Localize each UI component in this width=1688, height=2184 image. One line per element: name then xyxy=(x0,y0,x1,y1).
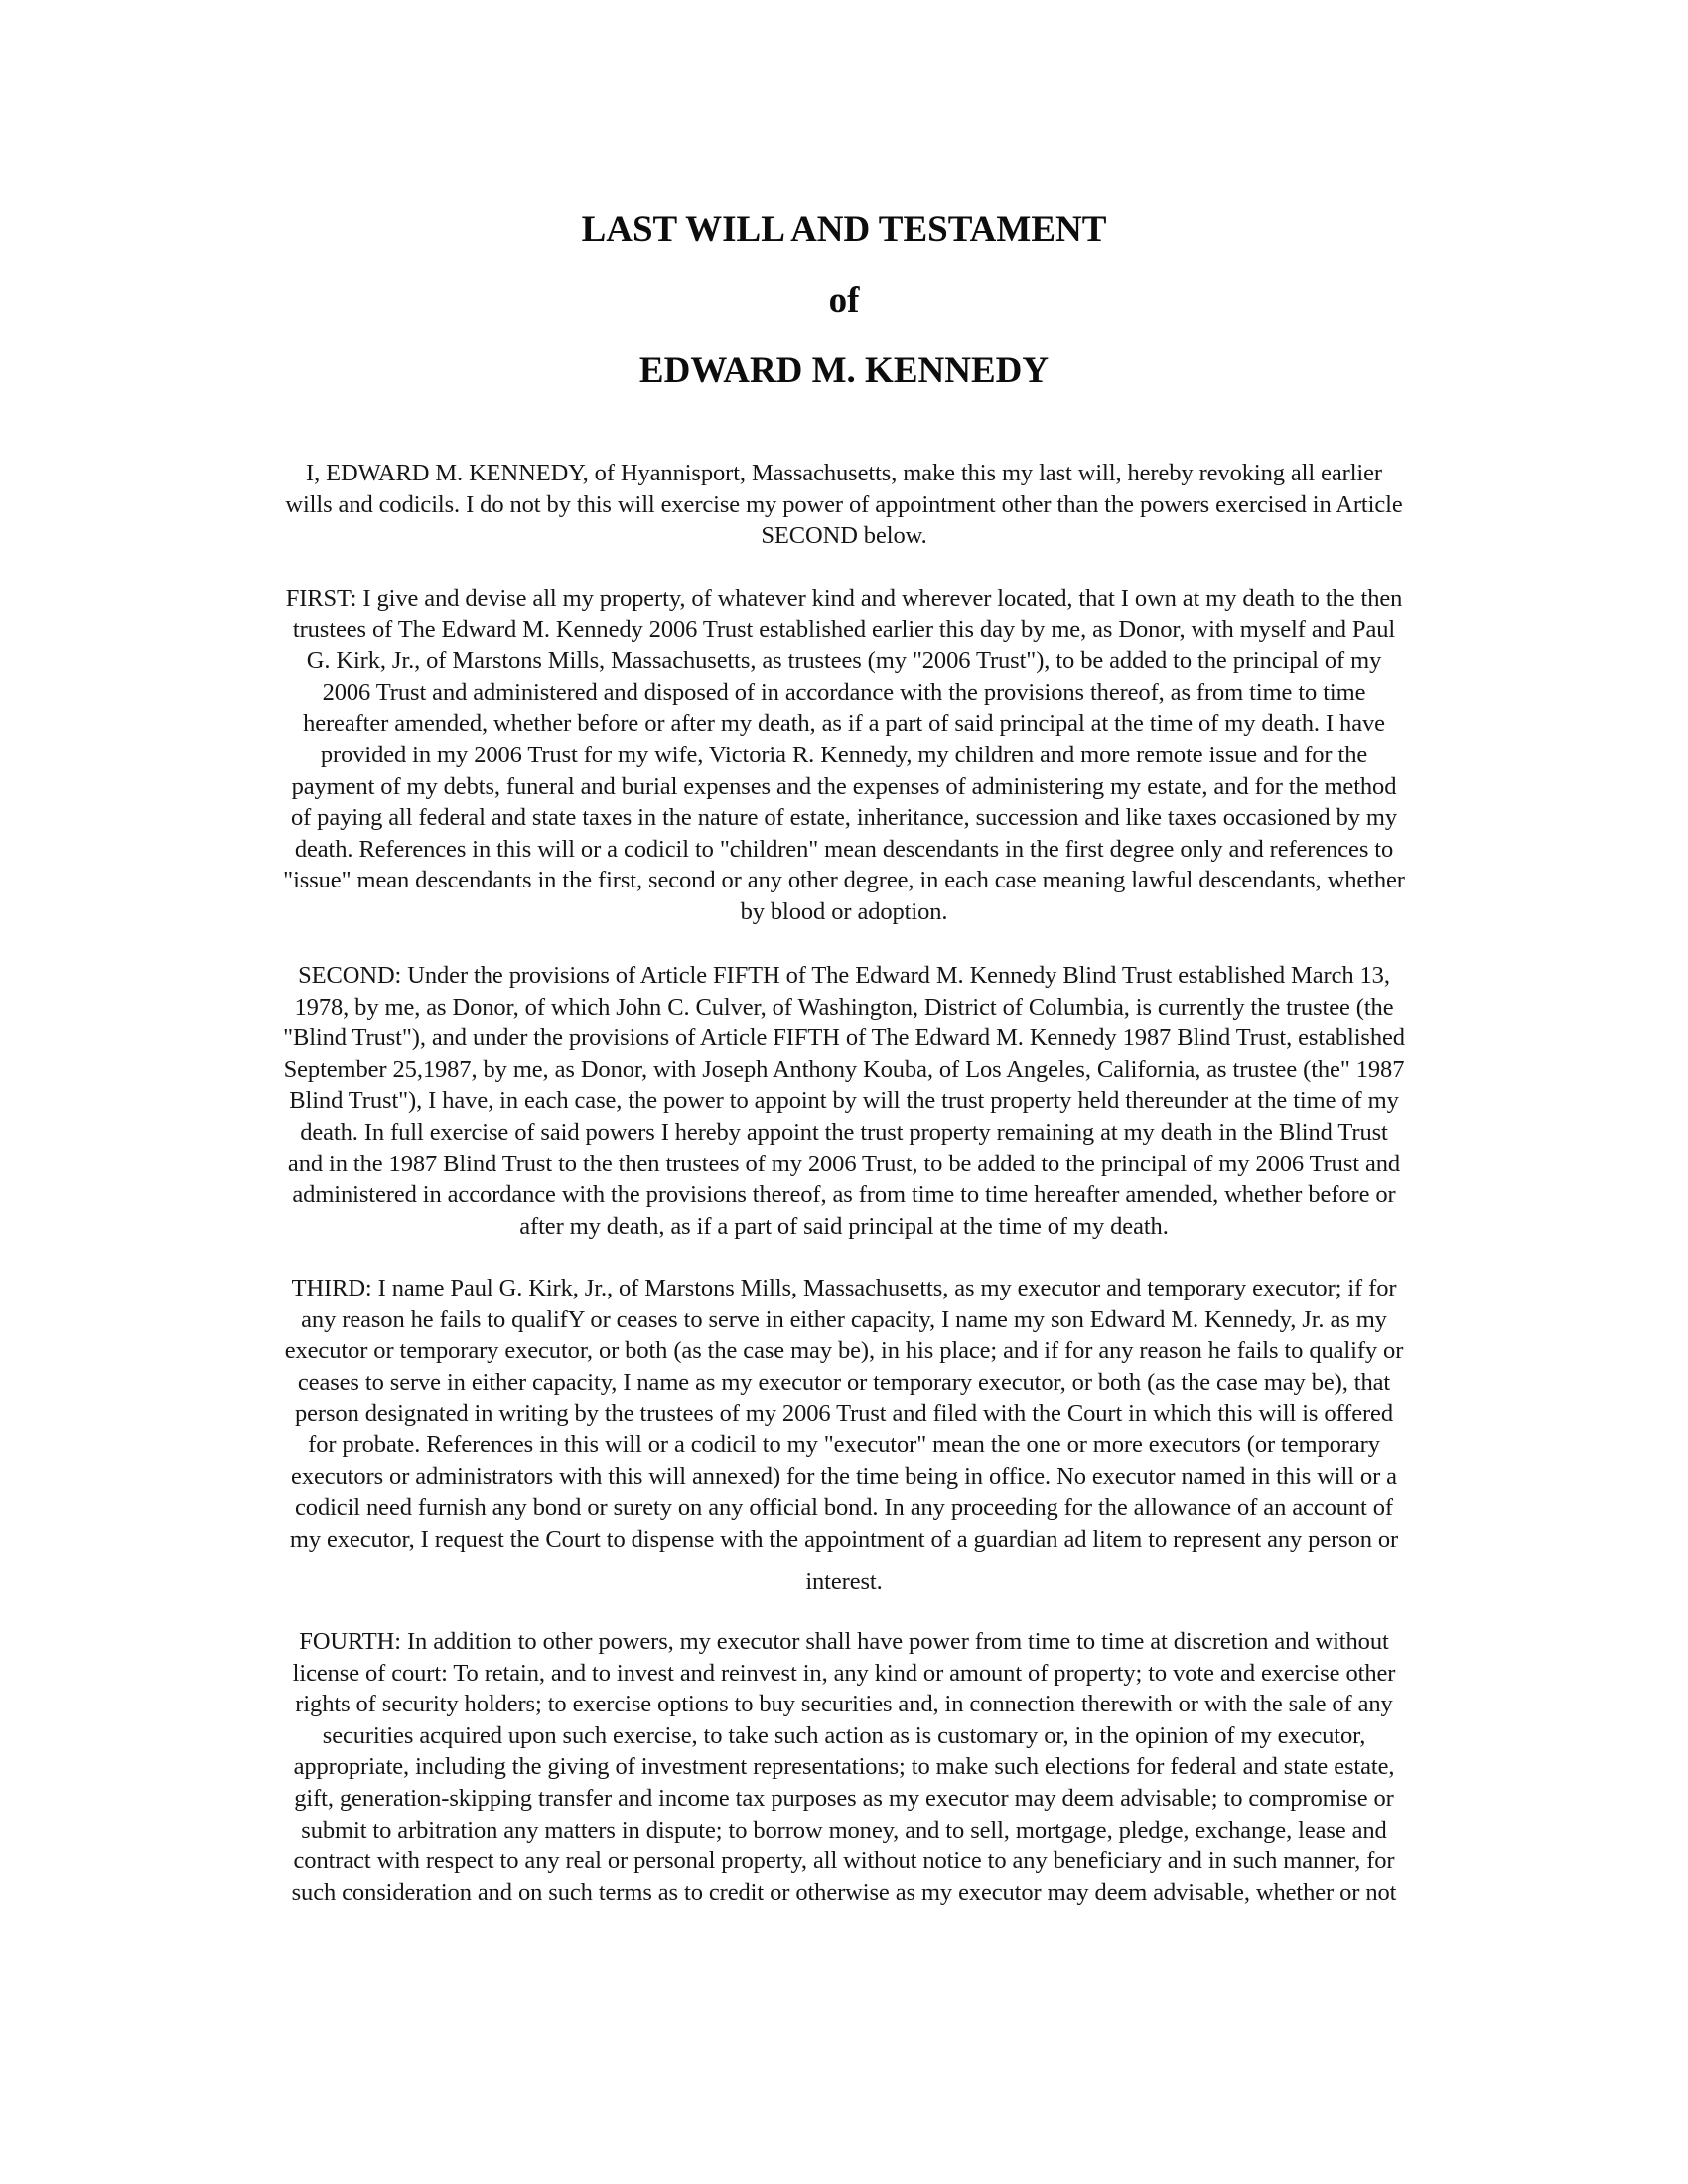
text-line: by blood or adoption. xyxy=(740,897,948,925)
text-line: of paying all federal and state taxes in the nature of estate, inheritance, succession and like taxes occasioned by my xyxy=(290,804,1398,832)
paragraph-second xyxy=(149,960,1539,1242)
text-line: death. In full exercise of said powers I hereby appoint the trust property remaining at my death in the Blind Trust xyxy=(300,1118,1388,1146)
text-line: FOURTH: In addition to other powers, my executor shall have power from time to time at discretion and without xyxy=(299,1628,1389,1655)
text-line: my executor, I request the Court to dispense with the appointment of a guardian ad litem to represent any person or xyxy=(289,1525,1399,1553)
testator-name-heading: EDWARD M. KENNEDY xyxy=(638,350,1050,391)
text-line: gift, generation-skipping transfer and income tax purposes as my executor may deem advisable; to compromise or xyxy=(294,1784,1394,1812)
text-line: "Blind Trust"), and under the provisions of Article FIFTH of The Edward M. Kennedy 1987 Blind Trust, established xyxy=(283,1024,1405,1052)
text-line: executors or administrators with this will annexed) for the time being in office. No executor named in this will or a xyxy=(291,1462,1397,1490)
text-line: payment of my debts, funeral and burial expenses and the expenses of administering my estate, and for the method xyxy=(291,772,1397,800)
text-line: submit to arbitration any matters in dispute; to borrow money, and to sell, mortgage, pledge, exchange, lease and xyxy=(301,1816,1387,1843)
text-line: I, EDWARD M. KENNEDY, of Hyannisport, Massachusetts, make this my last will, hereby revoking all earlier xyxy=(306,460,1382,486)
paragraph-fourth xyxy=(149,1626,1539,1908)
document-title-of: of xyxy=(828,280,860,321)
text-line: trustees of The Edward M. Kennedy 2006 Trust established earlier this day by me, as Donor, with myself and Paul xyxy=(292,615,1396,643)
text-line: ceases to serve in either capacity, I name as my executor or temporary executor, or both (as the case may be), that xyxy=(297,1368,1391,1396)
text-line: contract with respect to any real or personal property, all without notice to any beneficiary and in such manner, for xyxy=(293,1847,1395,1875)
text-line: Blind Trust"), I have, in each case, the power to appoint by will the trust property held thereunder at the time of my xyxy=(289,1087,1399,1115)
text-line: 2006 Trust and administered and disposed of in accordance with the provisions thereof, as from time to time xyxy=(322,678,1366,706)
text-line: September 25,1987, by me, as Donor, with Joseph Anthony Kouba, of Los Angeles, California, as trustee (the" 1987 xyxy=(283,1055,1405,1083)
paragraph-first xyxy=(149,583,1539,928)
text-line: hereafter amended, whether before or after my death, as if a part of said principal at the time of my death. I have xyxy=(303,710,1385,738)
text-line: person designated in writing by the trustees of my 2006 Trust and filed with the Court in which this will is offered xyxy=(295,1400,1393,1428)
text-line: interest. xyxy=(805,1569,883,1596)
text-line: after my death, as if a part of said principal at the time of my death. xyxy=(519,1212,1169,1240)
text-line: administered in accordance with the provisions thereof, as from time to time hereafter amended, whether before or xyxy=(292,1181,1396,1209)
document-title: LAST WILL AND TESTAMENT xyxy=(581,209,1107,250)
text-line: license of court: To retain, and to invest and reinvest in, any kind or amount of property; to vote and exercise other xyxy=(292,1659,1396,1687)
text-line: death. References in this will or a codicil to "children" mean descendants in the first degree only and references to xyxy=(294,835,1394,863)
text-line: any reason he fails to qualifY or ceases to serve in either capacity, I name my son Edward M. Kennedy, Jr. as my xyxy=(301,1305,1387,1333)
text-line: THIRD: I name Paul G. Kirk, Jr., of Marstons Mills, Massachusetts, as my executor and temporary executor; if for xyxy=(291,1275,1397,1301)
text-line: "issue" mean descendants in the first, second or any other degree, in each case meaning lawful descendants, whether xyxy=(283,867,1405,894)
text-line: such consideration and on such terms as to credit or otherwise as my executor may deem advisable, whether or not xyxy=(291,1878,1397,1906)
text-line: rights of security holders; to exercise options to buy securities and, in connection therewith or with the sale of any xyxy=(295,1691,1393,1718)
paragraph-preamble xyxy=(149,458,1539,552)
text-line: SECOND below. xyxy=(761,522,927,550)
text-line: G. Kirk, Jr., of Marstons Mills, Massachusetts, as trustees (my "2006 Trust"), to be added to the principal of my xyxy=(306,647,1382,675)
text-line: provided in my 2006 Trust for my wife, Victoria R. Kennedy, my children and more remote issue and for the xyxy=(320,741,1368,768)
paragraph-third xyxy=(149,1273,1539,1598)
text-line: FIRST: I give and devise all my property, of whatever kind and wherever located, that I own at my death to the then xyxy=(285,585,1403,612)
text-line: for probate. References in this will or a codicil to my "executor" mean the one or more executors (or temporary xyxy=(308,1431,1380,1458)
text-line: codicil need furnish any bond or surety on any official bond. In any proceeding for the allowance of an account of xyxy=(295,1494,1393,1522)
text-line: 1978, by me, as Donor, of which John C. Culver, of Washington, District of Columbia, is currently the trustee (the xyxy=(294,993,1394,1021)
text-line: SECOND: Under the provisions of Article FIFTH of The Edward M. Kennedy Blind Trust established March 13, xyxy=(298,962,1390,989)
text-line: securities acquired upon such exercise, to take such action as is customary or, in the opinion of my executor, xyxy=(322,1721,1366,1749)
text-line: appropriate, including the giving of investment representations; to make such elections for federal and state estate, xyxy=(293,1753,1395,1781)
text-line: executor or temporary executor, or both (as the case may be), in his place; and if for any reason he fails to qualify or xyxy=(284,1337,1404,1365)
text-line: and in the 1987 Blind Trust to the then trustees of my 2006 Trust, to be added to the principal of my 2006 Trust and xyxy=(287,1150,1401,1177)
text-line: wills and codicils. I do not by this will exercise my power of appointment other than the powers exercised in Article xyxy=(285,490,1403,518)
